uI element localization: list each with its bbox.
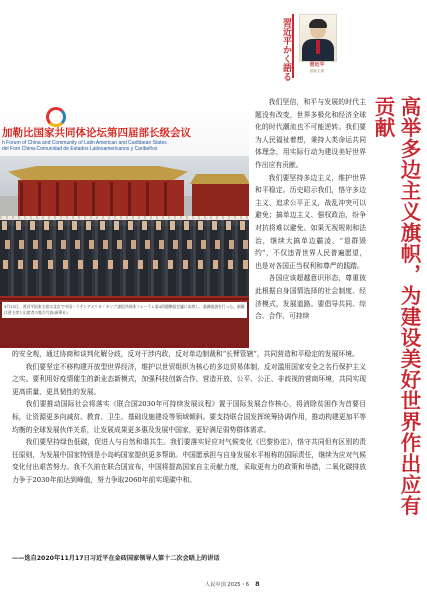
right-text-column xyxy=(255,96,366,323)
photo-caption: 5月13日、習近平国家主席は北京で中国－ラテンアメリカ・カリブ諸国共同体フォーラム第4回閣僚級会議に出席し、基調演説を行った。画像は習主席と出席者の集合写真(新華社) xyxy=(2,302,247,318)
page-footer xyxy=(205,580,325,588)
magazine-issue: 人民中国 2025・6 xyxy=(205,582,250,588)
paragraph: 我们要坚持绿色低碳，促进人与自然和谐共生。我们要落实好应对气候变化《巴黎协定》，恪守共同但有区别的责任原则，为发展中国家特别是小岛屿国家提供更多帮助。中国愿承担与自身发展水平相称的国际责任，继续为应对气候变化付出艰苦努力。我不久前在联合国宣布，中国将提高国家自主贡献力度，采取更有力的政策和举措，二氧化碳排放力争于2030年前达到峰值，努力争取2060年前实现碳中和。 xyxy=(12,438,366,484)
column-label: 習近平かく語る xyxy=(281,18,291,81)
banner-subtitle-es: del Foro China-Comunidad de Estados Latinoamericanos y Caribeños xyxy=(2,146,158,152)
column-divider xyxy=(292,14,294,78)
event-photo xyxy=(0,104,249,348)
paragraph: 的安全观，通过协商和谈判化解分歧，反对干涉内政，反对单边制裁和“长臂管辖”，共同营造和平稳定的发展环境。 xyxy=(12,350,359,358)
source-note: ——选自2020年11月17日习近平在金砖国家领导人第十二次会晤上的讲话 xyxy=(12,555,220,562)
paragraph: 我们要推动国际社会将落实《联合国2030年可持续发展议程》置于国际发展合作核心，将消除贫困作为首要目标，让资源更多向减贫、教育、卫生、基础设施建设等领域倾斜。要支持联合国发挥统筹协调作用，推动构建更加平等均衡的全球发展伙伴关系，让发展成果更多惠及发展中国家，更好满足弱势群体需求。 xyxy=(12,400,366,434)
paragraph: 各国应该超越意识形态，尊重彼此根据自身国情选择的社会制度、经济模式，发展道路。要倡导共同、综合、合作、可持续 xyxy=(255,274,366,321)
full-text-column xyxy=(12,348,366,487)
page-number: 8 xyxy=(255,580,260,588)
banner-title: 加勒比国家共同体论坛第四届部长级会议 xyxy=(2,127,191,139)
banner-subtitle-en: h Forum of China and Community of Latin American and Caribbean States xyxy=(2,140,167,146)
paragraph: 我们坚信，和平与发展的时代主题没有改变，世界多极化和经济全球化的时代潮流也不可能逆转。我们要为人民福祉着想，秉持人类命运共同体理念，用实际行动为建设美好世界作出应有贡献。 xyxy=(255,98,366,169)
portrait-image xyxy=(299,14,337,62)
profile-name: 習近平 xyxy=(309,62,325,68)
article-headline: 高举多边主义旗帜，为建设美好世界作出应有贡献 xyxy=(371,96,421,516)
paragraph: 我们要坚持多边主义，维护世界和平稳定。历史昭示我们，恪守多边主义、追求公平正义，战乱冲突可以避免；搞单边主义、强权政治，纷争对抗将难以避免。如果无视规则和法治，继续大搞单边霸凌、“退群毁约”，不仅违背世界人民普遍愿望，也是对各国正当权利和尊严的践踏。 xyxy=(255,173,366,270)
forum-logo-icon xyxy=(46,107,66,127)
paragraph: 我们要坚定不移构建开放型世界经济，维护以世贸组织为核心的多边贸易体制，反对滥用国家安全之名行保护主义之实。要利用好疫情催生的新业态新模式，加强科技创新合作，营造开放、公平、公正、非歧视的营商环境，共同实现更高质量、更具韧性的发展。 xyxy=(12,362,366,396)
profile-subtitle: 国家主席 xyxy=(309,69,325,73)
